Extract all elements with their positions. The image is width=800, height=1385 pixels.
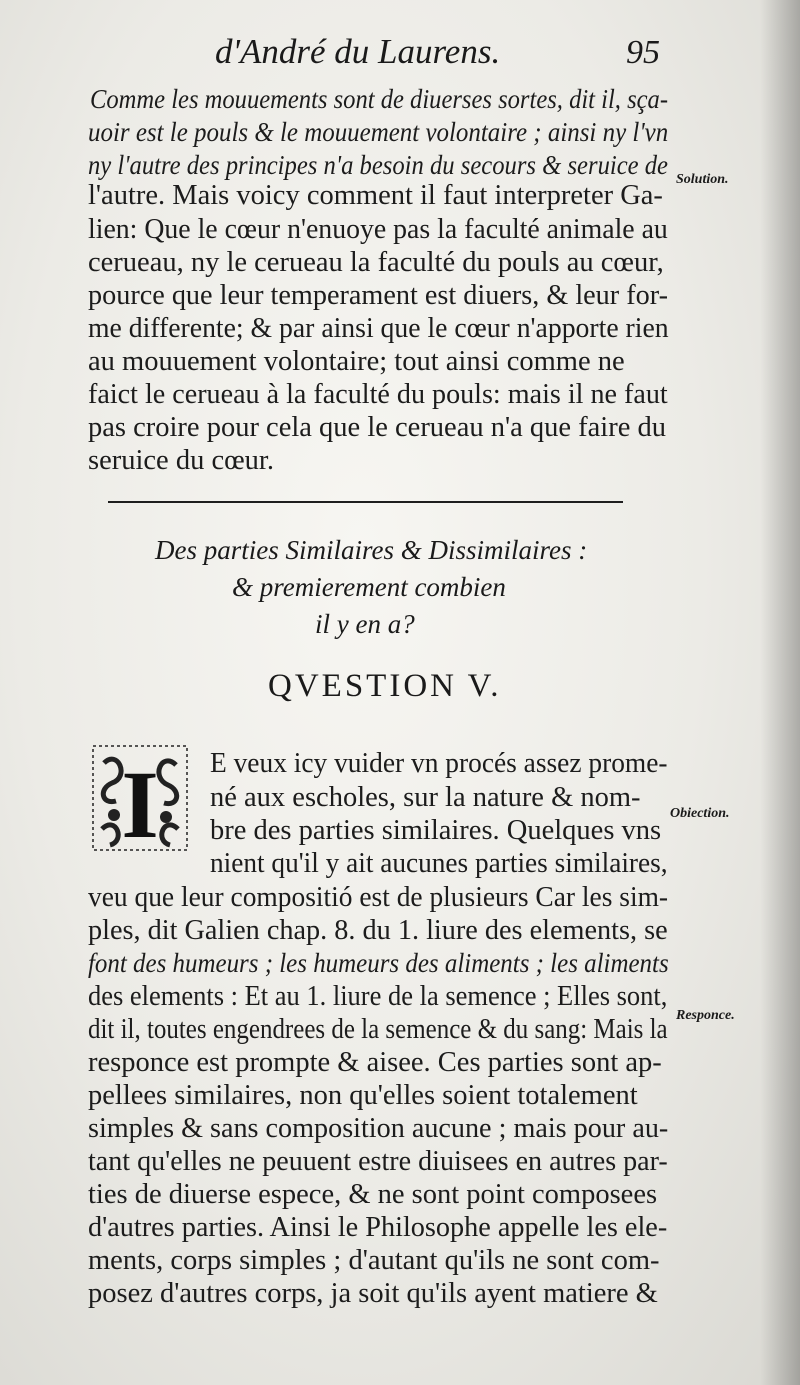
- question-heading: QVESTION V.: [268, 668, 502, 704]
- text-line: posez d'autres corps, ja soit qu'ils ayent matiere &: [88, 1278, 658, 1309]
- section-title-line: il y en a?: [315, 609, 415, 639]
- text-line: responce est prompte & aisee. Ces parties sont ap-: [88, 1047, 662, 1078]
- text-line: faict le cerueau à la faculté du pouls: mais il ne faut: [88, 379, 668, 410]
- text-line: né aux escholes, sur la nature & nom-: [210, 782, 641, 813]
- svg-text:I: I: [121, 751, 159, 853]
- ornamental-dropcap: [90, 743, 190, 853]
- text-line: uoir est le pouls & le mouuement volontaire ; ainsi ny l'vn: [88, 117, 669, 147]
- text-line: dit il, toutes engendrees de la semence & du sang: Mais la: [88, 1014, 668, 1045]
- text-line: des elements : Et au 1. liure de la semence ; Elles sont,: [88, 981, 668, 1012]
- section-title-line: Des parties Similaires & Dissimilaires :: [155, 535, 588, 565]
- text-line: font des humeurs ; les humeurs des aliments ; les aliments: [88, 948, 669, 978]
- text-line: au mouuement volontaire; tout ainsi comme ne: [88, 346, 625, 377]
- text-line: d'autres parties. Ainsi le Philosophe appelle les ele-: [88, 1212, 668, 1243]
- running-title: d'André du Laurens.: [215, 32, 501, 71]
- text-line: Comme les mouuements sont de diuerses sortes, dit il, sça-: [90, 84, 669, 114]
- text-line: seruice du cœur.: [88, 445, 274, 476]
- margin-note-responce: Responce.: [676, 1008, 735, 1023]
- margin-note-obiection: Obiection.: [670, 806, 730, 821]
- text-line: veu que leur compositió est de plusieurs Car les sim-: [88, 882, 669, 913]
- page-edge-shadow: [760, 0, 800, 1385]
- text-line: bre des parties similaires. Quelques vns: [210, 815, 662, 846]
- text-line: pource que leur temperament est diuers, & leur for-: [88, 280, 668, 311]
- text-line: ties de diuerse espece, & ne sont point composees: [88, 1179, 658, 1210]
- text-line: tant qu'elles ne peuuent estre diuisees en autres par-: [88, 1146, 668, 1177]
- text-line: E veux icy vuider vn procés assez prome-: [210, 748, 668, 779]
- text-line: pellees similaires, non qu'elles soient totalement: [88, 1080, 638, 1111]
- text-line: simples & sans composition aucune ; mais pour au-: [88, 1113, 669, 1144]
- section-title-line: & premierement combien: [232, 572, 506, 602]
- margin-note-solution: Solution.: [676, 172, 729, 187]
- text-line: ples, dit Galien chap. 8. du 1. liure des elements, se: [88, 915, 668, 946]
- text-line: nient qu'il y ait aucunes parties similaires,: [210, 848, 668, 879]
- section-divider: [108, 501, 623, 503]
- text-line: l'autre. Mais voicy comment il faut interpreter Ga-: [88, 180, 663, 211]
- text-line: ments, corps simples ; d'autant qu'ils ne sont com-: [88, 1245, 660, 1276]
- text-line: me differente; & par ainsi que le cœur n'apporte rien: [88, 313, 669, 344]
- text-line: lien: Que le cœur n'enuoye pas la faculté animale au: [88, 214, 668, 245]
- page-number: 95: [626, 34, 660, 71]
- text-line: cerueau, ny le cerueau la faculté du pouls au cœur,: [88, 247, 664, 278]
- text-line: pas croire pour cela que le cerueau n'a que faire du: [88, 412, 666, 443]
- text-line: ny l'autre des principes n'a besoin du secours & seruice de: [88, 150, 668, 180]
